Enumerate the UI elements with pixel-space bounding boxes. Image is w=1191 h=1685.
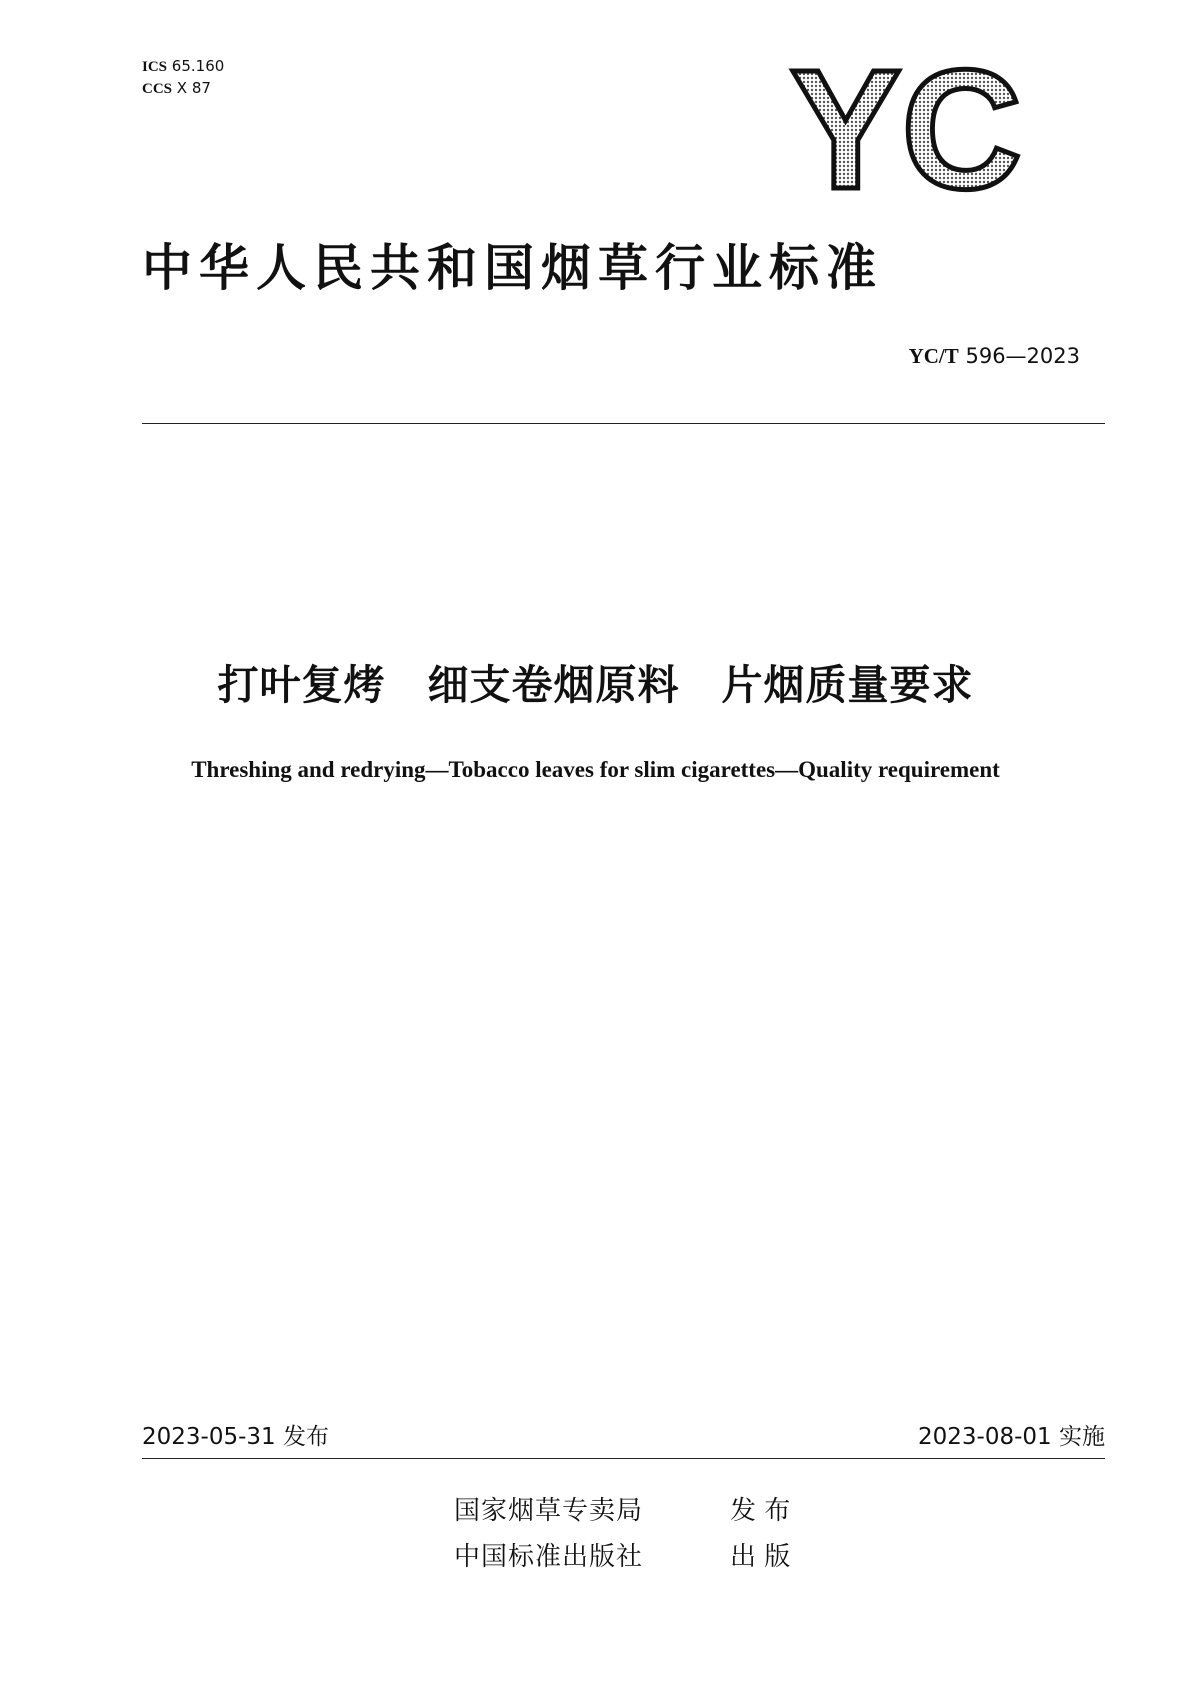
- effective-date: 2023-08-01 实施: [918, 1424, 1105, 1450]
- ics-label: ICS: [142, 59, 168, 75]
- publisher-name: 国家烟草专卖局: [454, 1496, 644, 1526]
- ics-code: [142, 56, 224, 78]
- yc-logo-text: YC: [790, 40, 1022, 200]
- standard-number: [909, 344, 1080, 369]
- title-chinese: 打叶复烤 细支卷烟原料 片烟质量要求: [217, 661, 974, 709]
- ccs-label: CCS: [142, 81, 173, 97]
- publisher-action: 发 布: [730, 1496, 791, 1526]
- title-english: Threshing and redrying—Tobacco leaves for slim cigarettes—Quality requirement: [191, 757, 1000, 782]
- footer-divider: [142, 1458, 1105, 1459]
- header-divider: [142, 423, 1105, 424]
- classification-codes: [142, 56, 224, 100]
- press-action: 出 版: [730, 1542, 791, 1572]
- organization-title: 中华人民共和国烟草行业标准: [142, 239, 883, 297]
- ccs-value: X 87: [176, 79, 211, 97]
- press-name: 中国标准出版社: [454, 1542, 644, 1572]
- standard-prefix: YC/T: [908, 344, 959, 368]
- ccs-code: [142, 78, 224, 100]
- ics-value: 65.160: [171, 57, 225, 75]
- standard-code: 596—2023: [965, 344, 1080, 368]
- publish-date: 2023-05-31 发布: [142, 1424, 329, 1450]
- yc-logo: [786, 40, 1026, 200]
